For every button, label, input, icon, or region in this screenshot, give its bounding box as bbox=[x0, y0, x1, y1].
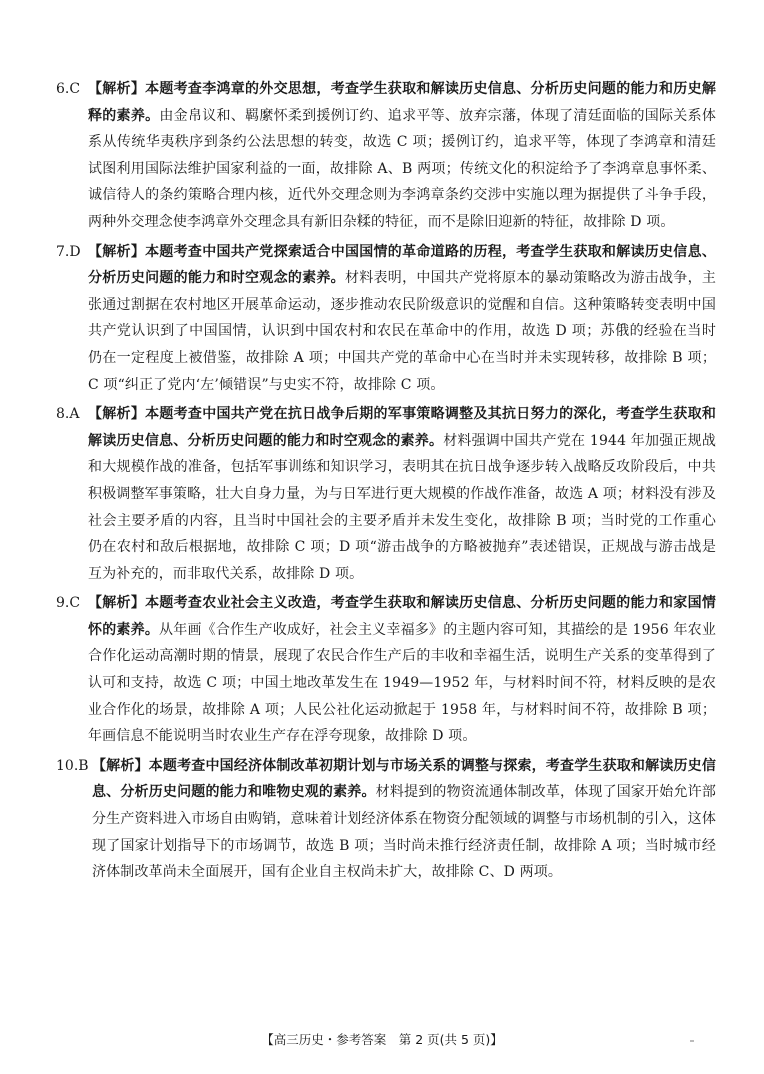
analysis-tag: 【解析】 bbox=[88, 81, 146, 97]
analysis-text: 材料提到的物资流通体制改革，体现了国家开始允许部分生产资料进入市场自由购销，意味着计划经济体系在物资分配领域的调整与市场机制的引入，这体现了国家计划指导下的市场调节，故选 B 项；当时尚未推行经济责任制，故排除 A 项；当时城市经济体制改革尚未全面展开，国有企业自主权尚未扩大，故排除 C、D 两项。 bbox=[92, 784, 716, 881]
answer-list bbox=[56, 76, 716, 889]
answer-explanation bbox=[88, 590, 716, 750]
analysis-tag: 【解析】 bbox=[88, 406, 146, 423]
answer-item-8 bbox=[56, 401, 716, 587]
answer-item-7 bbox=[56, 239, 716, 399]
analysis-tag: 【解析】 bbox=[88, 595, 146, 612]
analysis-summary: 本题考查中国共产党在抗日战争后期的军事策略调整及其抗日努力的深化，考查学生获取和解读历史信息、分析历史问题的能力和时空观念的素养。 bbox=[88, 406, 716, 449]
question-number: 7.D bbox=[56, 243, 81, 260]
analysis-text: 材料表明，中国共产党将原本的暴动策略改为游击战争，主张通过割据在农村地区开展革命运动，逐步推动农民阶级意识的觉醒和自信。这种策略转变表明中国共产党认识到了中国国情，认识到中国农村和农民在革命中的作用，故选 D 项；苏俄的经验在当时仍在一定程度上被借鉴，故排除 A 项；中国共产党的革命中心在当时并未实现转移，故排除 B 项；C 项“纠正了党内‘左’倾错误”与史实不符，故排除 C 项。 bbox=[88, 270, 717, 393]
question-number: 10.B bbox=[56, 757, 89, 774]
analysis-text: 从年画《合作生产收成好，社会主义幸福多》的主题内容可知，其描绘的是 1956 年农业合作化运动高潮时期的情景，展现了农民合作生产后的丰收和幸福生活，说明生产关系的变革得到了认可和支持，故选 C 项；中国土地改革发生在 1949—1952 年，与材料时间不符，材料反映的是农业合作化的场景，故排除 A 项；人民公社化运动掀起于 1958 年，与材料时间不符，故排除 B 项；年画信息不能说明当时农业生产存在浮夸现象，故排除 D 项。 bbox=[88, 621, 717, 745]
answer-item-6 bbox=[56, 76, 716, 236]
analysis-text: 材料强调中国共产党在 1944 年加强正规战和大规模作战的准备，包括军事训练和知识学习，表明其在抗日战争逐步转入战略反攻阶段后，中共积极调整军事策略，壮大自身力量，为与日军进行更大规模的作战作准备，故选 A 项；材料没有涉及社会主要矛盾的内容，且当时中国社会的主要矛盾并未发生变化，故排除 B 项；当时党的工作重心仍在农村和敌后根据地，故排除 C 项；D 项“游击战争的方略被抛弃”表述错误，正规战与游击战是互为补充的，而非取代关系，故排除 D 项。 bbox=[88, 432, 716, 582]
answer-explanation bbox=[92, 753, 716, 886]
analysis-text: 由金帛议和、羁縻怀柔到援例订约、追求平等、放弃宗藩，体现了清廷面临的国际关系体系从传统华夷秩序到条约公法思想的转变，故选 C 项；援例订约，追求平等，体现了李鸿章和清廷试图利用国际法维护国家利益的一面，故排除 A、B 两项；传统文化的积淀给予了李鸿章息事怀柔、诚信待人的条约策略合理内核，近代外交理念则为李鸿章条约交涉中实施以理为据提供了斗争手段，两种外交理念使李鸿章外交理念具有新旧杂糅的特征，而不是除旧迎新的特征，故排除 D 项。 bbox=[88, 107, 717, 230]
answer-explanation bbox=[88, 76, 716, 236]
analysis-tag: 【解析】 bbox=[88, 243, 146, 260]
scan-mark bbox=[690, 1040, 694, 1042]
analysis-summary: 本题考查李鸿章的外交思想，考查学生获取和解读历史信息、分析历史问题的能力和历史解释的素养。 bbox=[88, 81, 716, 124]
question-number: 8.A bbox=[56, 406, 80, 423]
analysis-summary: 本题考查中国经济体制改革初期计划与市场关系的调整与探索，考查学生获取和解读历史信息、分析历史问题的能力和唯物史观的素养。 bbox=[92, 757, 716, 801]
question-number: 6.C bbox=[56, 81, 81, 97]
answer-item-9 bbox=[56, 590, 716, 750]
question-number: 9.C bbox=[56, 595, 81, 612]
answer-explanation bbox=[88, 239, 716, 399]
page-footer: 【高三历史・参考答案 第 2 页(共 5 页)】 bbox=[261, 1032, 503, 1047]
answer-item-10 bbox=[56, 753, 716, 886]
analysis-summary: 本题考查农业社会主义改造，考查学生获取和解读历史信息、分析历史问题的能力和家国情怀的素养。 bbox=[88, 595, 716, 638]
analysis-summary: 本题考查中国共产党探索适合中国国情的革命道路的历程，考查学生获取和解读历史信息、分析历史问题的能力和时空观念的素养。 bbox=[88, 243, 716, 287]
analysis-tag: 【解析】 bbox=[92, 757, 149, 774]
answer-explanation bbox=[88, 401, 716, 587]
